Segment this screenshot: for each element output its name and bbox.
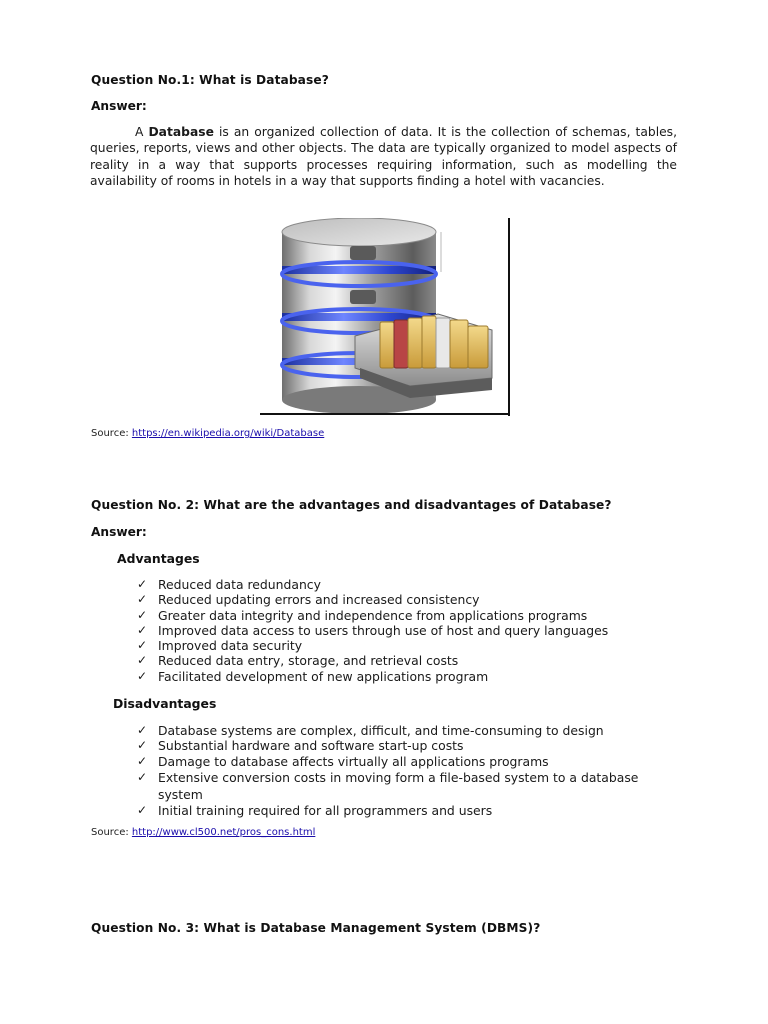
checkmark-icon: ✓ bbox=[137, 802, 148, 817]
list-item-text: Damage to database affects virtually all applications programs bbox=[158, 753, 549, 769]
checkmark-icon: ✓ bbox=[137, 577, 148, 591]
database-cylinder-icon bbox=[260, 218, 511, 415]
list-item-text: Improved data access to users through use of host and query languages bbox=[158, 622, 609, 638]
list-item bbox=[137, 653, 677, 668]
advantages-list bbox=[137, 577, 677, 684]
checkmark-icon: ✓ bbox=[137, 592, 148, 607]
list-item-text: Reduced data entry, storage, and retrieval costs bbox=[158, 653, 459, 669]
question-2-source bbox=[91, 827, 315, 838]
list-item-text: Improved data security bbox=[158, 638, 303, 654]
database-illustration bbox=[260, 218, 511, 415]
checkmark-icon: ✓ bbox=[137, 622, 148, 637]
list-item bbox=[137, 638, 677, 653]
list-item bbox=[137, 803, 682, 818]
checkmark-icon: ✓ bbox=[137, 653, 148, 668]
paragraph-prefix: A bbox=[135, 125, 149, 139]
paragraph-bold-term: Database bbox=[148, 125, 214, 139]
list-item-text: Reduced updating errors and increased consistency bbox=[158, 592, 480, 608]
checkmark-icon: ✓ bbox=[137, 753, 148, 768]
list-item bbox=[137, 623, 677, 638]
figure-border-right bbox=[508, 218, 510, 416]
list-item bbox=[137, 608, 677, 623]
source-link-wikipedia[interactable]: https://en.wikipedia.org/wiki/Database bbox=[131, 428, 325, 439]
list-item-text: Facilitated development of new applications program bbox=[158, 668, 489, 684]
question-3-title: Question No. 3: What is Database Management System (DBMS)? bbox=[91, 921, 541, 935]
disadvantages-heading: Disadvantages bbox=[113, 696, 217, 711]
question-2-title: Question No. 2: What are the advantages and disadvantages of Database? bbox=[91, 498, 612, 512]
question-1-title: Question No.1: What is Database? bbox=[91, 73, 329, 87]
checkmark-icon: ✓ bbox=[137, 738, 148, 753]
list-item bbox=[137, 669, 677, 684]
disadvantages-list bbox=[137, 723, 682, 818]
list-item-text: Substantial hardware and software start-up costs bbox=[158, 738, 464, 754]
question-1-source bbox=[91, 428, 324, 439]
paragraph-body: is an organized collection of data. It is the collection of schemas, tables, queries, reports, views and other objects. The data are typically organized to model aspects of reality in a way that supports processes requiring information, such as modelling the availability of rooms in hotels in a way that supports finding a hotel with vacancies. bbox=[90, 125, 677, 189]
list-item-text: Database systems are complex, difficult, and time-consuming to design bbox=[158, 723, 604, 738]
question-1-paragraph bbox=[90, 124, 677, 190]
question-2-answer-label: Answer: bbox=[91, 525, 147, 539]
figure-border-bottom bbox=[260, 413, 510, 415]
list-item bbox=[137, 723, 682, 738]
advantages-heading: Advantages bbox=[117, 551, 200, 566]
checkmark-icon: ✓ bbox=[137, 638, 148, 653]
list-item-text: Initial training required for all programmers and users bbox=[158, 802, 493, 818]
list-item-text: Greater data integrity and independence from applications programs bbox=[158, 607, 588, 623]
source-label: Source: bbox=[91, 827, 132, 838]
question-1-answer-label: Answer: bbox=[91, 99, 147, 113]
list-item bbox=[137, 738, 682, 753]
checkmark-icon: ✓ bbox=[137, 723, 148, 737]
list-item-text: Extensive conversion costs in moving form a file-based system to a database system bbox=[158, 769, 639, 802]
source-label: Source: bbox=[91, 428, 132, 439]
checkmark-icon: ✓ bbox=[137, 607, 148, 622]
list-item-text: Reduced data redundancy bbox=[158, 577, 321, 592]
source-link-cl500[interactable]: http://www.cl500.net/pros_cons.html bbox=[131, 827, 316, 838]
checkmark-icon: ✓ bbox=[137, 769, 148, 784]
list-item bbox=[137, 577, 677, 592]
list-item bbox=[137, 592, 677, 607]
list-item bbox=[137, 769, 682, 803]
checkmark-icon: ✓ bbox=[137, 668, 148, 683]
list-item bbox=[137, 754, 682, 769]
